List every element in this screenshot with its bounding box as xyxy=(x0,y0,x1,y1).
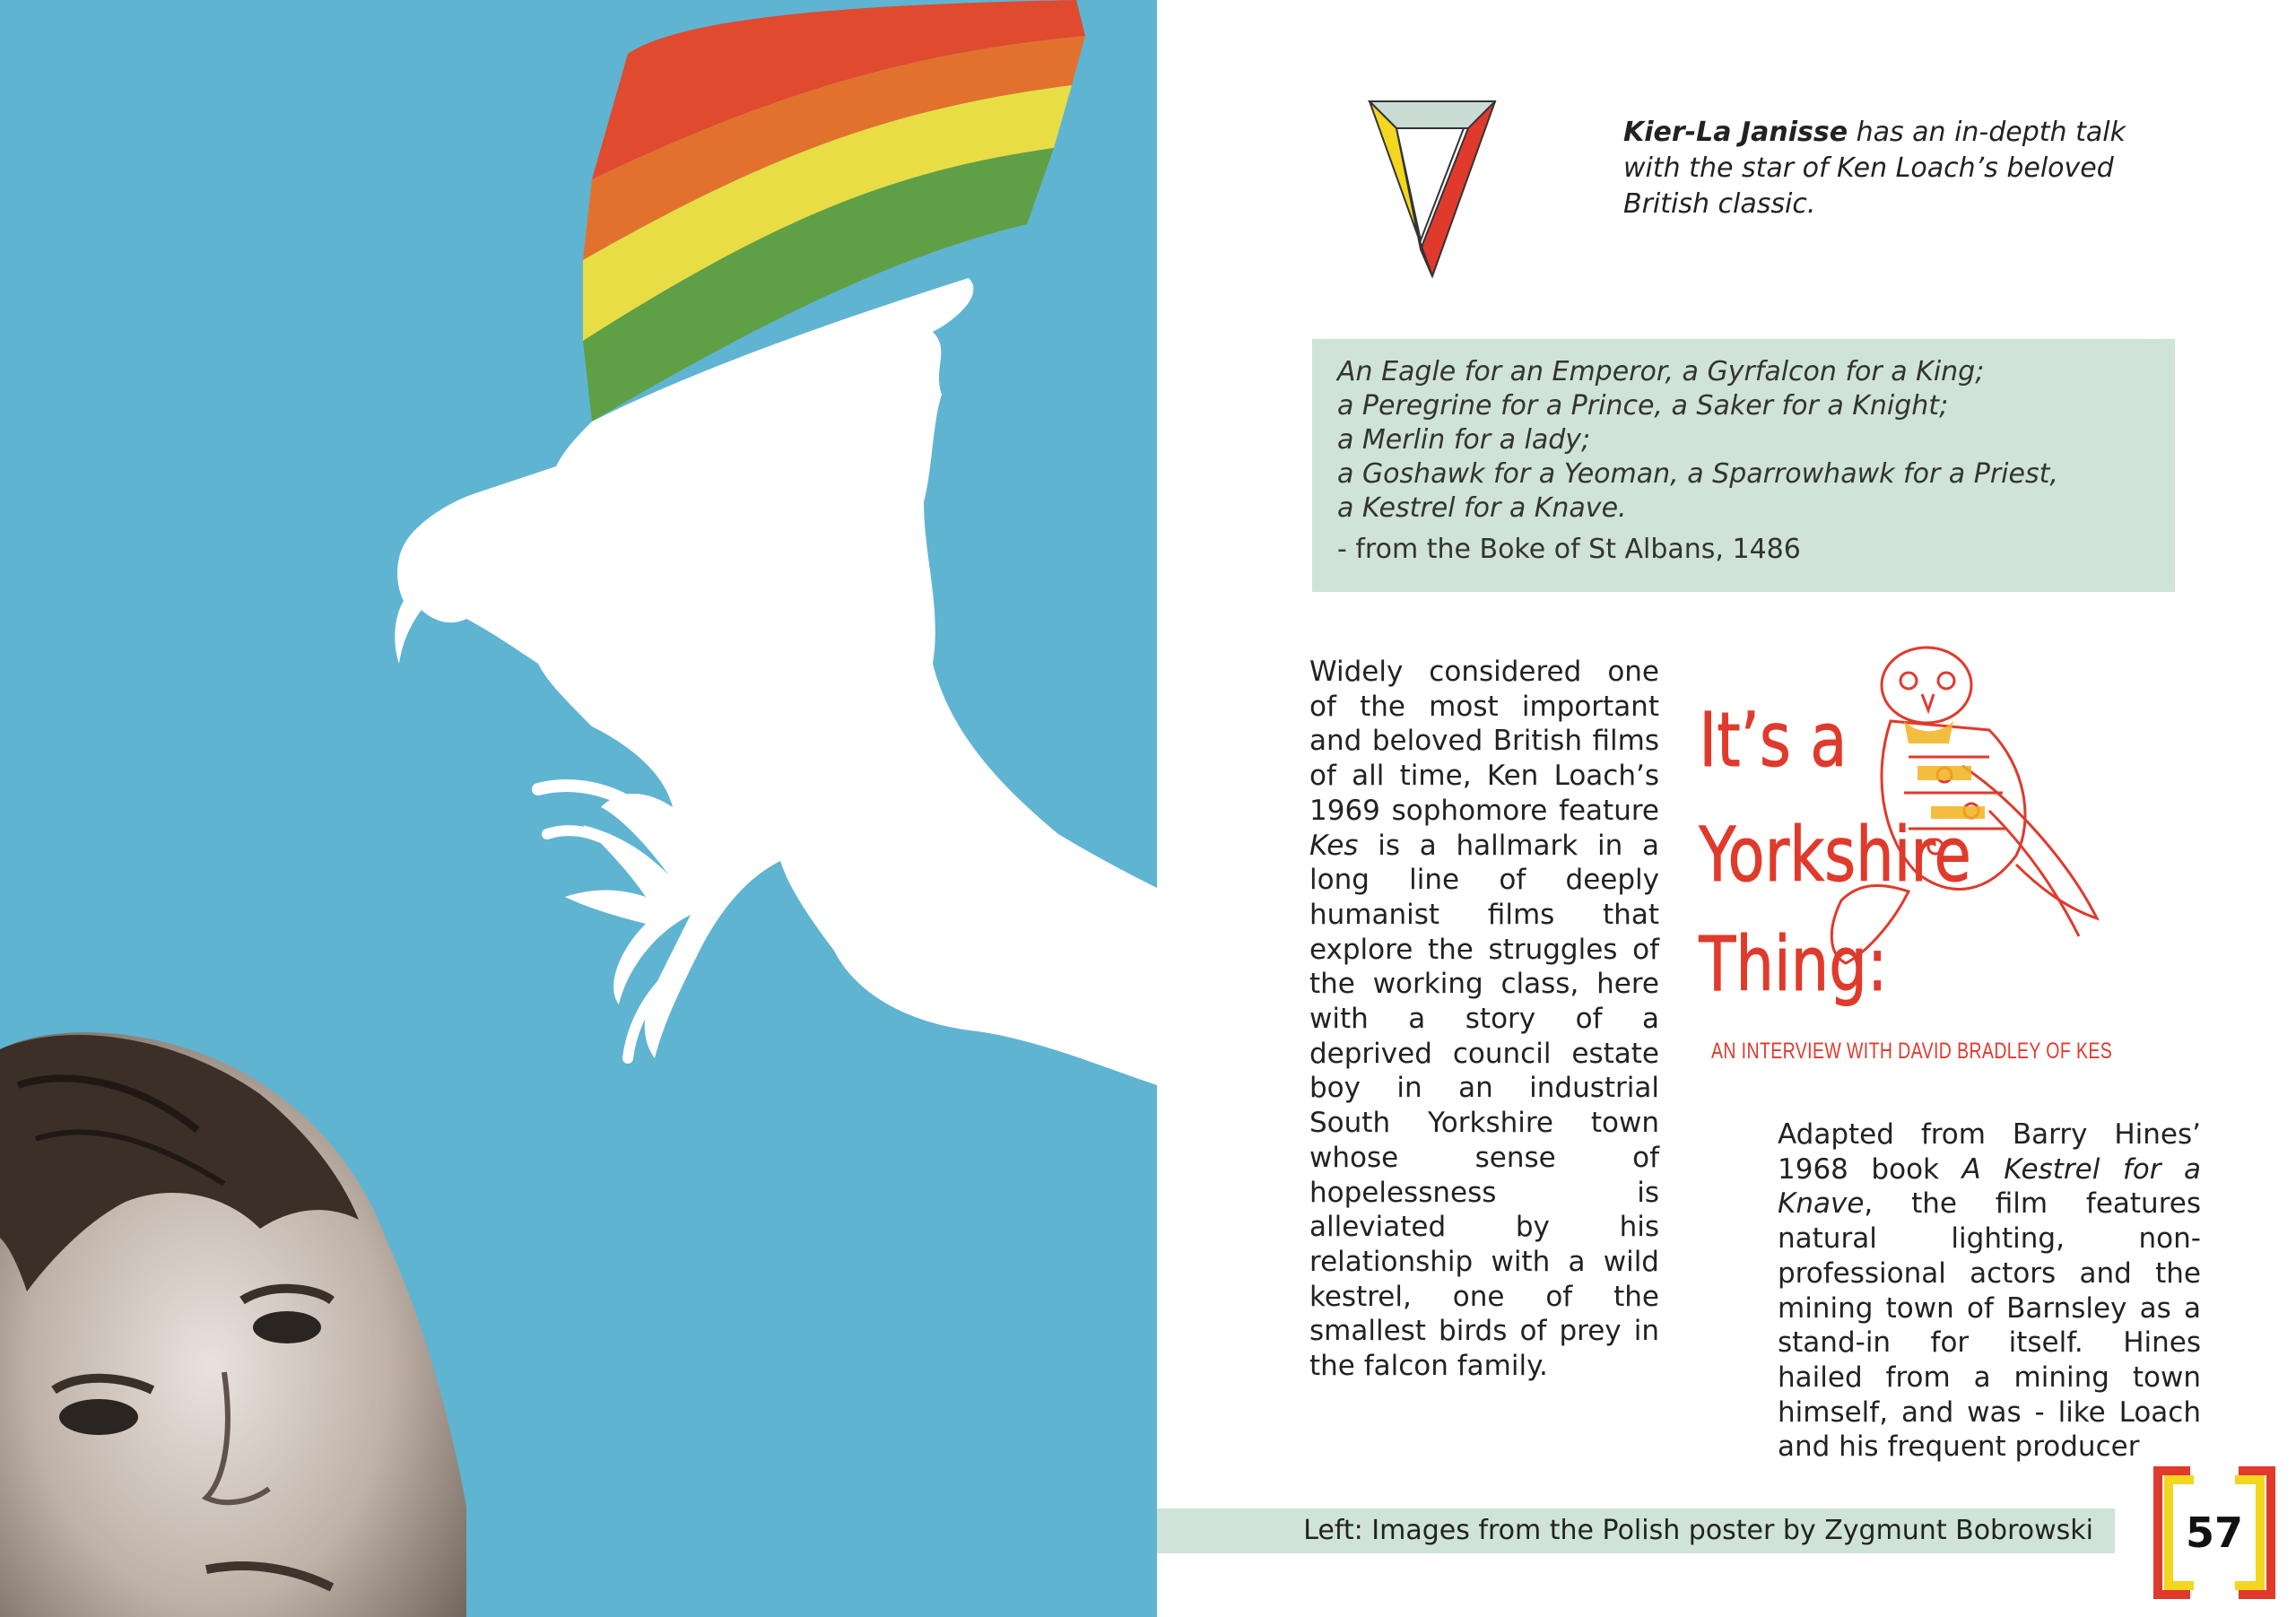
article-intro xyxy=(1623,115,2161,222)
title-lettering xyxy=(1693,631,2124,1044)
body-text: is a hallmark in a long line of deeply humanist films that explore the struggles of the working class, here with a story of a deprived council estate boy in an industrial South Yorkshire town whose sense of hopelessness is alleviated by his relationship with a wild kestrel, one of the smallest birds of prey in the falcon family. xyxy=(1309,829,1659,1383)
image-caption-bar xyxy=(1157,1508,2115,1553)
quote-line: a Peregrine for a Prince, a Saker for a Knight; xyxy=(1337,390,1949,422)
image-caption: Left: Images from the Polish poster by Zygmunt Bobrowski xyxy=(1303,1515,2093,1546)
title-line-1: It’s a xyxy=(1699,695,1848,784)
page-number-box xyxy=(2151,1465,2278,1600)
film-title: Kes xyxy=(1309,829,1359,862)
quote-line: a Goshawk for a Yeoman, a Sparrowhawk for a Priest, xyxy=(1337,458,2058,490)
author-name: Kier-La Janisse xyxy=(1623,117,1848,148)
article-subtitle: AN INTERVIEW WITH DAVID BRADLEY OF KES xyxy=(1711,1039,2113,1064)
body-column-2 xyxy=(1778,1117,2201,1465)
article-title-art xyxy=(1693,631,2124,1080)
body-text: , the film features natural lighting, non-professional actors and the mining town of Barnsley as a stand-in for itself. Hines hailed from a mining town himself, and was - like Loach and his frequent producer xyxy=(1778,1187,2201,1464)
article-page xyxy=(1157,0,2296,1617)
quote-source: - from the Boke of St Albans, 1486 xyxy=(1337,534,1801,565)
book-title: A Kestrel for a Knave xyxy=(1778,1152,2201,1221)
quote-line: An Eagle for an Emperor, a Gyrfalcon for a King; xyxy=(1337,356,1985,387)
intro-text: has an in-depth talk with the star of Ken Loach’s beloved British classic. xyxy=(1623,117,2126,220)
title-line-3: Thing: xyxy=(1699,919,1888,1008)
body-column-1 xyxy=(1309,655,1659,1384)
epigraph-quote xyxy=(1312,339,2175,592)
page-number: 57 xyxy=(2185,1508,2243,1557)
boy-face-photo xyxy=(0,1031,502,1617)
penrose-triangle-logo xyxy=(1365,97,1500,282)
quote-line: a Merlin for a lady; xyxy=(1337,424,1591,456)
body-text: Widely considered one of the most important and beloved British films of all time, Ken Loach’s 1969 sophomore feature xyxy=(1309,656,1659,827)
body-text: Adapted from Barry Hines’ 1968 book xyxy=(1778,1118,2201,1186)
quote-line: a Kestrel for a Knave. xyxy=(1337,492,1627,524)
title-line-2: Yorkshire xyxy=(1699,810,1971,899)
